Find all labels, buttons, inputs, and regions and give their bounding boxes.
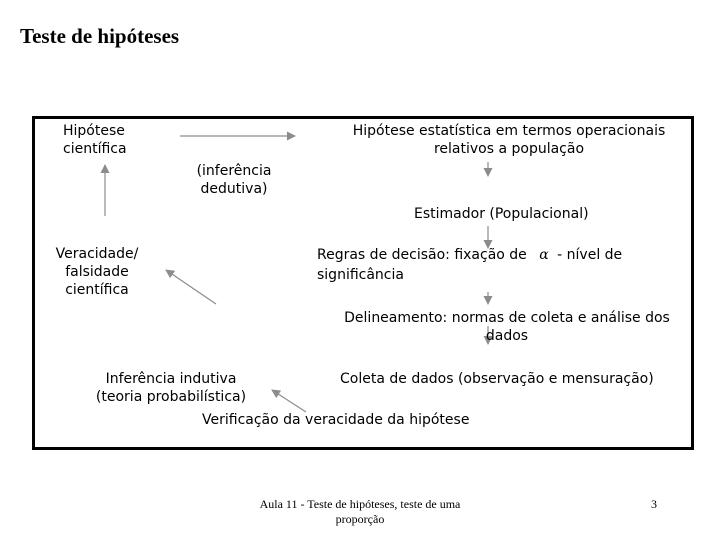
node-hypothesis-scientific: Hipótese científica <box>63 123 127 157</box>
node-estimator: Estimador (Populacional) <box>414 206 589 222</box>
arrow-inference-to-veracity <box>166 270 216 304</box>
alpha-symbol: α <box>539 247 549 263</box>
decision-rules-level: - nível de <box>557 247 623 263</box>
node-decision-rules-line2: significância <box>317 267 404 283</box>
slide-title: Teste de hipóteses <box>20 24 180 48</box>
page-number: 3 <box>651 497 657 511</box>
node-verification: Verificação da veracidade da hipótese <box>202 412 470 428</box>
node-decision-rules <box>317 246 622 264</box>
node-hypothesis-statistical: Hipótese estatística em termos operacionais relativos a população <box>352 123 666 157</box>
node-deductive-inference: (inferência dedutiva) <box>196 163 272 197</box>
decision-rules-text: Regras de decisão: fixação de <box>317 247 527 263</box>
node-data-collection: Coleta de dados (observação e mensuração) <box>340 371 654 387</box>
node-inductive-inference: Inferência indutiva (teoria probabilística) <box>95 371 247 405</box>
footer-text: Aula 11 - Teste de hipóteses, teste de uma proporção <box>259 497 461 526</box>
arrow-collection-to-inference <box>272 390 306 412</box>
node-veracity: Veracidade/ falsidade científica <box>55 246 139 298</box>
node-design: Delineamento: normas de coleta e análise dos dados <box>344 310 670 344</box>
